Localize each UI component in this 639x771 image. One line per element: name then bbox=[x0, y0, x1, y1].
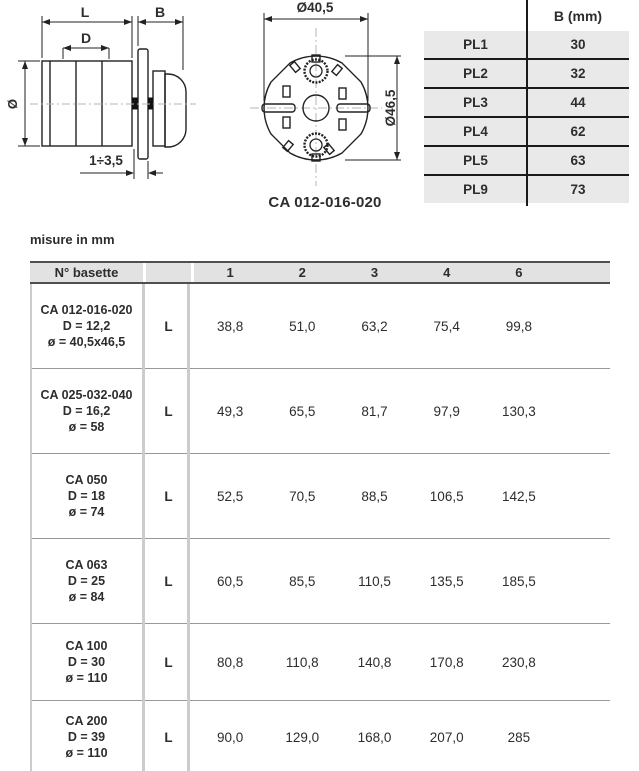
side-view-drawing bbox=[0, 0, 215, 200]
cell-value: 75,4 bbox=[433, 318, 460, 334]
row-dia: ø = 84 bbox=[68, 590, 105, 605]
cell-value: 63,2 bbox=[361, 318, 388, 334]
row-d: D = 30 bbox=[67, 654, 106, 669]
b-row-label: PL3 bbox=[463, 95, 488, 110]
row-model: CA 050 bbox=[65, 472, 108, 487]
row-d: D = 12,2 bbox=[62, 318, 111, 333]
cell-value: 140,8 bbox=[357, 654, 392, 670]
cell-value: 110,5 bbox=[358, 573, 391, 589]
front-view-caption: CA 012-016-020 bbox=[268, 194, 382, 211]
row-l-label: L bbox=[164, 403, 173, 419]
row-name bbox=[30, 701, 143, 771]
row-d: D = 18 bbox=[67, 488, 106, 503]
cell-value: 60,5 bbox=[216, 573, 244, 589]
dim-label-diameter: Ø bbox=[5, 98, 20, 110]
row-values bbox=[194, 539, 610, 623]
cell-value: 97,9 bbox=[433, 403, 460, 419]
cell-value: 185,5 bbox=[501, 573, 536, 589]
cell-value: 85,5 bbox=[289, 573, 316, 589]
row-l-label: L bbox=[164, 318, 173, 334]
b-dimension-table bbox=[424, 0, 629, 206]
row-values bbox=[194, 701, 610, 771]
table-divider bbox=[187, 284, 190, 771]
cell-value: 49,3 bbox=[216, 403, 244, 419]
table-row bbox=[30, 624, 610, 701]
table-divider bbox=[142, 284, 145, 771]
pole-header: 3 bbox=[370, 265, 379, 280]
cell-value: 81,7 bbox=[361, 403, 388, 419]
b-row-value: 62 bbox=[570, 124, 586, 139]
cell-value: 170,8 bbox=[429, 654, 464, 670]
cell-value: 88,5 bbox=[361, 488, 388, 504]
row-model: CA 200 bbox=[65, 713, 108, 728]
b-row-label: PL2 bbox=[463, 66, 488, 81]
header-l-column bbox=[146, 263, 191, 282]
table-row bbox=[30, 454, 610, 539]
b-table-header-empty bbox=[424, 0, 527, 31]
row-dia: ø = 40,5x46,5 bbox=[47, 335, 126, 350]
row-name bbox=[30, 624, 143, 700]
table-row bbox=[30, 701, 610, 771]
b-table-divider bbox=[526, 0, 528, 206]
table-row bbox=[30, 369, 610, 454]
front-view-drawing bbox=[225, 0, 425, 192]
cell-value: 110,8 bbox=[285, 654, 319, 670]
cell-value: 168,0 bbox=[357, 729, 392, 745]
b-row-value: 73 bbox=[570, 182, 586, 197]
row-name bbox=[30, 454, 143, 538]
cell-value: 285 bbox=[507, 729, 531, 745]
row-dia: ø = 74 bbox=[68, 505, 105, 520]
table-row bbox=[30, 284, 610, 369]
pole-header: 4 bbox=[443, 265, 451, 280]
table-header-row bbox=[30, 261, 610, 284]
dimension-arrows bbox=[264, 16, 400, 160]
row-l-label: L bbox=[164, 573, 173, 589]
b-row-label: PL1 bbox=[463, 37, 488, 52]
pole-header: 2 bbox=[298, 265, 306, 280]
cell-value: 142,5 bbox=[501, 488, 536, 504]
header-basette: N° basette bbox=[30, 263, 143, 282]
cell-value: 129,0 bbox=[285, 729, 320, 745]
dimensions-table bbox=[30, 261, 610, 771]
cell-value: 130,3 bbox=[501, 403, 536, 419]
b-row-label: PL9 bbox=[463, 182, 488, 197]
row-name bbox=[30, 539, 143, 623]
row-model: CA 063 bbox=[65, 557, 108, 572]
row-model: CA 012-016-020 bbox=[40, 302, 133, 317]
pole-header: 6 bbox=[515, 265, 523, 280]
cell-value: 52,5 bbox=[216, 488, 244, 504]
b-row-value: 32 bbox=[570, 66, 586, 81]
units-note: misure in mm bbox=[30, 232, 115, 247]
dim-label-B: B bbox=[154, 4, 166, 20]
cell-value: 90,0 bbox=[216, 729, 244, 745]
dim-label-height: Ø46,5 bbox=[383, 89, 398, 127]
cell-value: 135,5 bbox=[429, 573, 464, 589]
row-name bbox=[30, 284, 143, 368]
dim-label-D: D bbox=[80, 30, 92, 46]
row-model: CA 100 bbox=[65, 638, 108, 653]
row-dia: ø = 110 bbox=[65, 746, 108, 761]
b-row-value: 63 bbox=[570, 153, 586, 168]
row-dia: ø = 58 bbox=[68, 420, 105, 435]
row-l-label: L bbox=[164, 488, 173, 504]
pole-header: 1 bbox=[226, 265, 234, 280]
cell-value: 38,8 bbox=[216, 318, 244, 334]
row-values bbox=[194, 369, 610, 453]
cell-value: 207,0 bbox=[429, 729, 464, 745]
front-view-block bbox=[225, 0, 425, 211]
centerlines bbox=[250, 28, 382, 186]
cell-value: 65,5 bbox=[289, 403, 316, 419]
b-row-label: PL5 bbox=[463, 153, 488, 168]
b-row-label: PL4 bbox=[463, 124, 488, 139]
row-d: D = 25 bbox=[67, 573, 106, 588]
dim-label-width: Ø40,5 bbox=[296, 0, 334, 15]
table-divider bbox=[30, 284, 32, 771]
row-dia: ø = 110 bbox=[65, 671, 108, 686]
row-model: CA 025-032-040 bbox=[40, 387, 133, 402]
dim-label-L: L bbox=[80, 4, 90, 20]
b-row-value: 44 bbox=[570, 95, 586, 110]
cell-value: 106,5 bbox=[429, 488, 464, 504]
table-row bbox=[30, 539, 610, 624]
row-d: D = 16,2 bbox=[62, 403, 111, 418]
b-table-header-label: B (mm) bbox=[553, 7, 603, 24]
cell-value: 99,8 bbox=[505, 318, 533, 334]
row-d: D = 39 bbox=[67, 729, 106, 744]
cell-value: 230,8 bbox=[501, 654, 536, 670]
header-pole-counts bbox=[194, 263, 610, 282]
row-name bbox=[30, 369, 143, 453]
cell-value: 70,5 bbox=[289, 488, 316, 504]
row-values bbox=[194, 284, 610, 368]
b-row-value: 30 bbox=[570, 37, 586, 52]
cell-value: 80,8 bbox=[216, 654, 244, 670]
row-l-label: L bbox=[164, 654, 173, 670]
dim-label-gap: 1÷3,5 bbox=[89, 153, 123, 168]
row-l-label: L bbox=[164, 729, 173, 745]
cell-value: 51,0 bbox=[289, 318, 316, 334]
row-values bbox=[194, 454, 610, 538]
row-values bbox=[194, 624, 610, 700]
